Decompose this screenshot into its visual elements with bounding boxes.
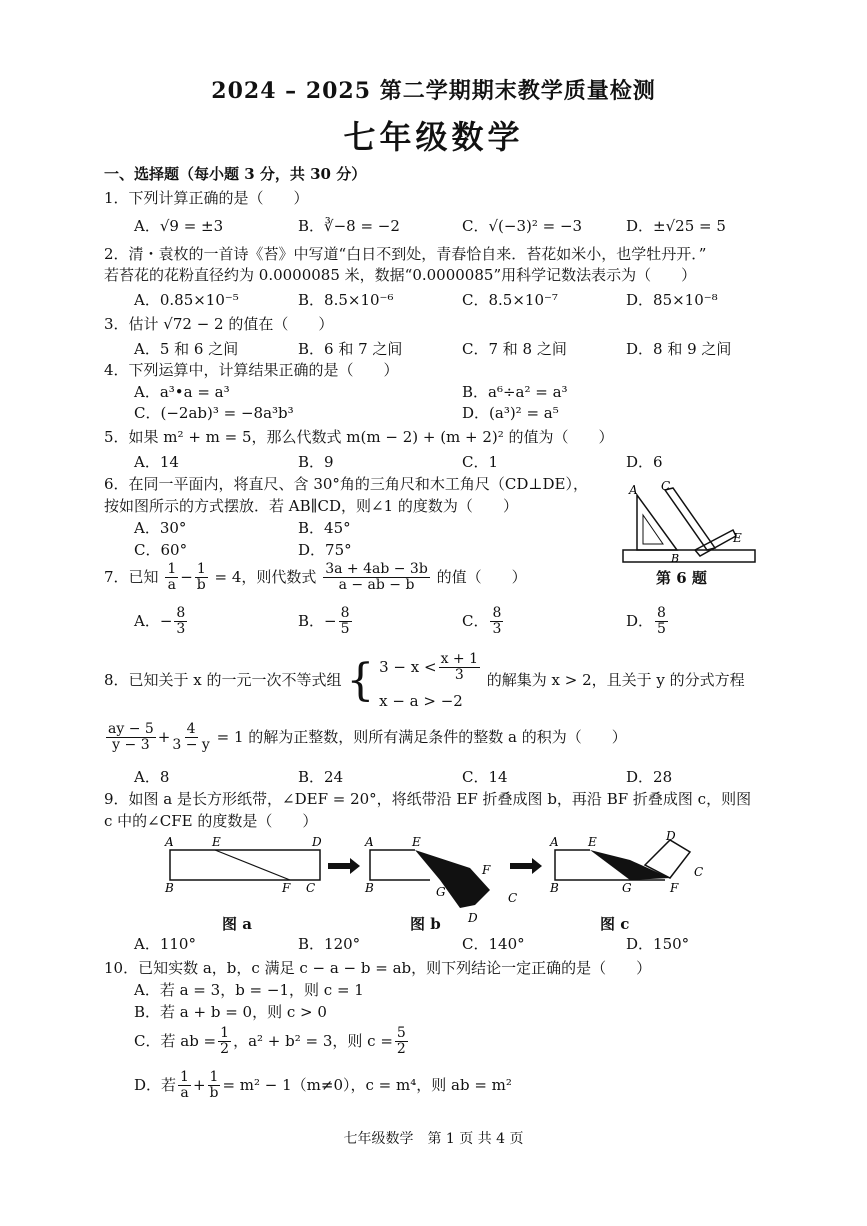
system-brace: {	[346, 654, 375, 706]
q7-prefix: 7．已知	[104, 567, 159, 586]
q8-mid: 的解集为 x > 2，且关于 y 的分式方程	[486, 670, 745, 689]
q1-stem: 1．下列计算正确的是（ ）	[104, 189, 309, 207]
q2-option-a: A．0.85×10⁻⁵	[134, 291, 239, 309]
q5-stem: 5．如果 m² + m = 5，那么代数式 m(m − 2) + (m + 2)² 的值为（ ）	[104, 428, 614, 446]
q4-option-a: A．a³•a = a³	[134, 383, 230, 401]
q2-option-b: B．8.5×10⁻⁶	[298, 291, 394, 309]
q5-option-a: A．14	[134, 453, 179, 471]
q5-option-b: B．9	[298, 453, 334, 471]
q9-caption-c: 图 c	[600, 915, 630, 933]
q3-option-a: A．5 和 6 之间	[134, 340, 239, 358]
q6-option-a: A．30°	[134, 519, 187, 537]
q8-option-c: C．14	[462, 768, 508, 786]
svg-text:B: B	[165, 881, 174, 895]
q10-option-a: A．若 a = 3，b = −1，则 c = 1	[134, 981, 364, 999]
q7-option-d: D． $\frac{8}{5}$	[626, 605, 666, 638]
svg-text:C: C	[694, 865, 704, 879]
svg-text:D: D	[666, 830, 676, 843]
q9-option-d: D．150°	[626, 935, 690, 953]
q6-stem-line2: 按如图所示的方式摆放．若 AB∥CD，则∠1 的度数为（ ）	[104, 497, 518, 515]
q8-inequality-system: 3 − x < $\frac{x + 1}{3}$ x − a > −2	[379, 651, 478, 710]
q4-option-d: D．(a³)² = a⁵	[462, 404, 559, 422]
q6-option-c: C．60°	[134, 541, 188, 559]
q9-caption-b: 图 b	[410, 915, 441, 933]
q6-option-d: D．75°	[298, 541, 352, 559]
q1-option-d: D．±√25 = 5	[626, 217, 726, 235]
q2-option-c: C．8.5×10⁻⁷	[462, 291, 558, 309]
q5-option-c: C．1	[462, 453, 499, 471]
svg-text:F: F	[670, 881, 679, 895]
q3-option-b: B．6 和 7 之间	[298, 340, 403, 358]
q7-option-b: B．− $\frac{8}{5}$	[298, 605, 350, 638]
section-heading: 一、选择题（每小题 3 分，共 30 分）	[104, 165, 367, 183]
svg-text:E: E	[212, 835, 221, 849]
q4-option-b: B．a⁶÷a² = a³	[462, 383, 568, 401]
svg-text:D: D	[468, 911, 478, 925]
svg-text:G: G	[436, 885, 446, 899]
q6-option-b: B．45°	[298, 519, 351, 537]
q9-stem-line2: c 中的∠CFE 的度数是（ ）	[104, 812, 318, 830]
q7-expression: $\frac{3a + 4ab - 3b}{a - ab - b}$	[325, 561, 428, 594]
svg-text:E: E	[588, 835, 597, 849]
q8-eq-fraction-1: $\frac{ay - 5}{y - 3}$	[108, 721, 154, 754]
q9-option-a: A．110°	[134, 935, 196, 953]
svg-text:A: A	[550, 835, 559, 849]
q8-option-d: D．28	[626, 768, 673, 786]
q2-option-d: D．85×10⁻⁸	[626, 291, 718, 309]
q10-option-b: B．若 a + b = 0，则 c > 0	[134, 1003, 327, 1021]
q6-figure-caption: 第 6 题	[656, 569, 707, 587]
q2-stem-line1: 2．清・袁枚的一首诗《苔》中写道“白日不到处，青春恰自来．苔花如米小，也学牡丹开．”	[104, 245, 707, 263]
svg-text:B: B	[365, 881, 374, 895]
q8-option-b: B．24	[298, 768, 344, 786]
q10-option-c: C．若 ab = $\frac{1}{2}$ ，a² + b² = 3，则 c = $\frac{5}{2}$	[134, 1025, 406, 1058]
q7-fraction-1: $\frac{1}{a}$	[167, 561, 177, 594]
page-footer: 七年级数学 第 1 页 共 4 页	[343, 1131, 524, 1147]
svg-text:D: D	[312, 835, 322, 849]
svg-text:A: A	[365, 835, 374, 849]
q2-stem-line2: 若苔花的花粉直径约为 0.0000085 米，数据“0.0000085”用科学记数法表示为（ ）	[104, 266, 697, 284]
q3-option-d: D．8 和 9 之间	[626, 340, 732, 358]
subject-title: 七年级数学	[343, 118, 524, 156]
q7-suffix: 的值（ ）	[436, 567, 527, 586]
svg-text:F: F	[482, 863, 491, 877]
q7-stem: 7．已知 $\frac{1}{a}$ − $\frac{1}{b}$ = 4，则代数式 $\frac{3a + 4ab - 3b}{a - ab - b}$ 的值（ ）	[104, 561, 527, 594]
q9-caption-a: 图 a	[222, 915, 252, 933]
q1-option-b: B．∛−8 = −2	[298, 217, 400, 235]
q10-stem: 10．已知实数 a，b，c 满足 c − a − b = ab，则下列结论一定正确的是（ ）	[104, 959, 652, 977]
q7-option-c: C． $\frac{8}{3}$	[462, 605, 502, 638]
q9-stem-line1: 9．如图 a 是长方形纸带，∠DEF = 20°，将纸带沿 EF 折叠成图 b，再沿 BF 折叠成图 c，则图	[104, 790, 752, 808]
q5-option-d: D．6	[626, 453, 663, 471]
svg-text:G: G	[622, 881, 632, 895]
q6-stem-line1: 6．在同一平面内，将直尺、含 30°角的三角尺和木工角尺（CD⊥DE），	[104, 475, 588, 493]
q8-tail: = 1 的解为正整数，则所有满足条件的整数 a 的积为（ ）	[216, 727, 627, 746]
svg-text:B: B	[550, 881, 559, 895]
svg-text:A: A	[165, 835, 174, 849]
q7-option-a: A．− $\frac{8}{3}$	[134, 605, 186, 638]
q10-option-d: D．若 $\frac{1}{a}$ + $\frac{1}{b}$ = m² − 1（m≠0），c = m⁴，则 ab = m²	[134, 1069, 512, 1102]
exam-title: 2024 – 2025 第二学期期末教学质量检测	[211, 78, 656, 104]
q9-option-c: C．140°	[462, 935, 525, 953]
q8-prefix: 8．已知关于 x 的一元一次不等式组	[104, 670, 342, 689]
svg-text:C: C	[661, 480, 671, 493]
svg-text:C: C	[306, 881, 316, 895]
q8-option-a: A．8	[134, 768, 170, 786]
q8-stem-line2: $\frac{ay - 5}{y - 3}$ + $\frac{4}{3 - y}$ = 1 的解为正整数，则所有满足条件的整数 a 的积为（ ）	[108, 721, 627, 754]
svg-text:E: E	[733, 531, 742, 545]
svg-text:B: B	[671, 552, 680, 565]
q4-stem: 4．下列运算中，计算结果正确的是（ ）	[104, 361, 399, 379]
q3-stem: 3．估计 √72 − 2 的值在（ ）	[104, 315, 334, 333]
q4-option-c: C．(−2ab)³ = −8a³b³	[134, 404, 294, 422]
svg-text:F: F	[282, 881, 291, 895]
svg-text:E: E	[412, 835, 421, 849]
q7-fraction-2: $\frac{1}{b}$	[196, 561, 206, 594]
svg-text:C: C	[508, 891, 518, 905]
q9-option-b: B．120°	[298, 935, 361, 953]
q8-eq-fraction-2: $\frac{4}{3 - y}$	[172, 721, 210, 754]
q1-option-c: C．√(−3)² = −3	[462, 217, 583, 235]
q7-mid: = 4，则代数式	[214, 567, 317, 586]
q8-stem-line1	[104, 652, 745, 710]
svg-text:A: A	[629, 483, 638, 497]
q1-option-a: A．√9 = ±3	[134, 217, 224, 235]
q3-option-c: C．7 和 8 之间	[462, 340, 567, 358]
